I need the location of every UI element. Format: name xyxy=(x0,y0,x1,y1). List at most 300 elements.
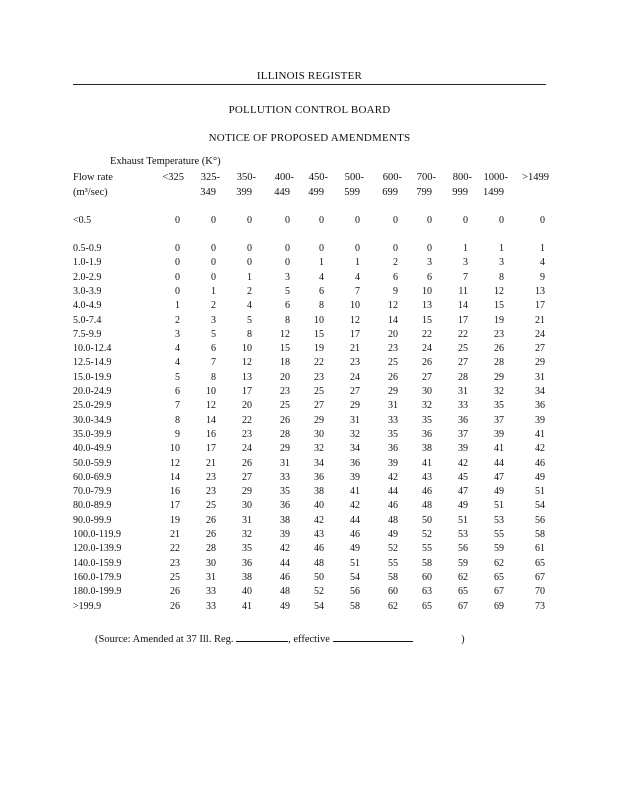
table-cell: 26 xyxy=(388,371,398,383)
column-header-top: 500- xyxy=(344,172,364,183)
table-cell: 56 xyxy=(458,543,468,555)
table-row-label: 160.0-179.9 xyxy=(73,571,122,583)
table-cell: 0 xyxy=(211,215,216,226)
table-cell: 0 xyxy=(175,243,180,254)
table-row-label: 2.0-2.9 xyxy=(73,271,102,283)
table-cell: 31 xyxy=(242,514,252,526)
table-cell: 21 xyxy=(535,314,545,326)
column-header-bottom: 499 xyxy=(308,187,324,198)
column-header-bottom: 1499 xyxy=(483,187,504,198)
table-cell: 23 xyxy=(206,471,216,483)
table-cell: 10 xyxy=(242,343,252,355)
table-cell: 0 xyxy=(499,215,504,226)
table-cell: 19 xyxy=(314,343,324,355)
table-cell: 48 xyxy=(280,586,290,598)
table-cell: 35 xyxy=(242,543,252,555)
table-cell: 58 xyxy=(422,557,432,569)
table-cell: 43 xyxy=(314,529,324,540)
table-cell: 6 xyxy=(319,285,324,297)
table-cell: 3 xyxy=(175,328,180,340)
table-cell: 17 xyxy=(242,386,252,397)
table-cell: 46 xyxy=(388,500,398,512)
table-cell: 8 xyxy=(285,314,290,326)
table-cell: 56 xyxy=(535,514,545,526)
table-cell: 31 xyxy=(388,400,398,412)
table-cell: 49 xyxy=(280,600,290,612)
board-title: POLLUTION CONTROL BOARD xyxy=(228,104,391,116)
table-cell: 51 xyxy=(458,514,468,526)
table-cell: 62 xyxy=(494,557,504,569)
table-cell: 10 xyxy=(170,443,180,455)
table-cell: 4 xyxy=(540,257,545,269)
table-cell: 13 xyxy=(242,371,252,383)
table-cell: 36 xyxy=(388,443,398,455)
table-cell: 5 xyxy=(211,328,216,340)
table-cell: 4 xyxy=(319,271,324,283)
table-cell: 40 xyxy=(242,586,252,598)
table-cell: 0 xyxy=(175,257,180,269)
table-cell: 5 xyxy=(175,371,180,383)
table-cell: 0 xyxy=(393,243,398,254)
table-cell: 33 xyxy=(206,586,216,598)
table-cell: 58 xyxy=(535,529,545,540)
table-cell: 52 xyxy=(388,543,398,555)
table-cell: 39 xyxy=(458,443,468,455)
table-cell: 52 xyxy=(314,586,324,598)
column-header-bottom: 799 xyxy=(416,187,432,198)
table-cell: 10 xyxy=(422,285,432,297)
table-cell: 31 xyxy=(535,371,545,383)
table-cell: 1 xyxy=(175,300,180,312)
table-cell: 35 xyxy=(388,428,398,440)
notice-title: NOTICE OF PROPOSED AMENDMENTS xyxy=(208,132,411,144)
table-cell: 65 xyxy=(458,586,468,598)
table-cell: 12 xyxy=(388,300,398,312)
table-cell: 0 xyxy=(247,215,252,226)
table-cell: 62 xyxy=(458,571,468,583)
table-cell: 26 xyxy=(494,343,504,355)
column-header-top: 350- xyxy=(236,172,256,183)
table-cell: 0 xyxy=(355,243,360,254)
table-cell: 21 xyxy=(350,343,360,355)
table-cell: 2 xyxy=(175,314,180,326)
table-cell: 39 xyxy=(280,529,290,540)
table-cell: 42 xyxy=(314,514,324,526)
table-cell: 15 xyxy=(422,314,432,326)
table-cell: 44 xyxy=(280,557,290,569)
table-cell: 41 xyxy=(350,486,360,498)
table-cell: 0 xyxy=(285,243,290,254)
table-cell: 18 xyxy=(280,357,290,369)
table-cell: 15 xyxy=(314,328,324,340)
table-cell: 49 xyxy=(350,543,360,555)
table-cell: 4 xyxy=(355,271,360,283)
table-cell: 58 xyxy=(388,571,398,583)
table-cell: 62 xyxy=(388,600,398,612)
table-cell: 37 xyxy=(494,414,504,426)
table-cell: 15 xyxy=(494,300,504,312)
table-cell: 36 xyxy=(280,500,290,512)
table-cell: 28 xyxy=(206,543,216,555)
column-header-bottom: 399 xyxy=(236,187,252,198)
table-cell: 25 xyxy=(388,357,398,369)
table-cell: 6 xyxy=(427,271,432,283)
table-cell: 24 xyxy=(422,343,432,355)
table-cell: 13 xyxy=(422,300,432,312)
table-cell: 44 xyxy=(494,457,504,469)
table-cell: 32 xyxy=(314,443,324,455)
table-cell: 27 xyxy=(314,400,324,412)
table-cell: 6 xyxy=(211,343,216,355)
table-cell: 23 xyxy=(388,343,398,355)
table-cell: 45 xyxy=(458,471,468,483)
flow-units-label: (m³/sec) xyxy=(73,187,108,198)
table-caption: Exhaust Temperature (K°) xyxy=(110,156,221,167)
table-cell: 22 xyxy=(422,328,432,340)
table-cell: 20 xyxy=(280,371,290,383)
table-cell: 21 xyxy=(206,457,216,469)
table-cell: 67 xyxy=(494,586,504,598)
table-cell: 0 xyxy=(175,271,180,283)
table-cell: 24 xyxy=(350,371,360,383)
table-cell: 4 xyxy=(175,343,180,355)
table-cell: 42 xyxy=(458,457,468,469)
table-cell: 73 xyxy=(535,600,545,612)
table-cell: 23 xyxy=(314,371,324,383)
table-cell: 42 xyxy=(535,443,545,455)
table-cell: 30 xyxy=(242,500,252,512)
column-header-top: >1499 xyxy=(522,172,549,183)
table-cell: 25 xyxy=(280,400,290,412)
table-cell: 46 xyxy=(314,543,324,555)
table-cell: 12 xyxy=(206,400,216,412)
table-cell: 48 xyxy=(314,557,324,569)
table-cell: 42 xyxy=(350,500,360,512)
table-cell: 44 xyxy=(350,514,360,526)
table-cell: 12 xyxy=(280,328,290,340)
table-cell: 26 xyxy=(170,600,180,612)
table-cell: 26 xyxy=(206,514,216,526)
table-row-label: 25.0-29.9 xyxy=(73,400,112,412)
table-cell: 70 xyxy=(535,586,545,598)
table-cell: 14 xyxy=(170,471,180,483)
table-cell: 10 xyxy=(314,314,324,326)
table-cell: 27 xyxy=(422,371,432,383)
table-cell: 5 xyxy=(247,314,252,326)
table-cell: 0 xyxy=(285,257,290,269)
table-cell: 63 xyxy=(422,586,432,598)
table-cell: 29 xyxy=(280,443,290,455)
table-cell: 55 xyxy=(388,557,398,569)
table-cell: 27 xyxy=(242,471,252,483)
table-row-label: 70.0-79.9 xyxy=(73,486,112,498)
table-cell: 27 xyxy=(350,386,360,397)
table-cell: 65 xyxy=(535,557,545,569)
table-cell: 17 xyxy=(535,300,545,312)
table-cell: 0 xyxy=(211,271,216,283)
table-cell: 39 xyxy=(494,428,504,440)
table-cell: 28 xyxy=(458,371,468,383)
table-cell: 36 xyxy=(422,428,432,440)
table-cell: 26 xyxy=(280,414,290,426)
table-cell: 0 xyxy=(247,257,252,269)
table-cell: 60 xyxy=(422,571,432,583)
table-cell: 39 xyxy=(535,414,545,426)
table-row-label: 140.0-159.9 xyxy=(73,557,122,569)
column-header-top: <325 xyxy=(162,172,184,183)
table-cell: 24 xyxy=(242,443,252,455)
table-cell: 33 xyxy=(458,400,468,412)
table-cell: 0 xyxy=(540,215,545,226)
table-row-label: 5.0-7.4 xyxy=(73,314,102,326)
table-cell: 15 xyxy=(280,343,290,355)
table-cell: 6 xyxy=(285,300,290,312)
table-row-label: 50.0-59.9 xyxy=(73,457,112,469)
table-cell: 36 xyxy=(314,471,324,483)
table-row-label: 80.0-89.9 xyxy=(73,500,112,512)
table-cell: 41 xyxy=(494,443,504,455)
flow-rate-label: Flow rate xyxy=(73,172,113,183)
table-cell: 26 xyxy=(422,357,432,369)
table-cell: 29 xyxy=(242,486,252,498)
table-cell: 39 xyxy=(388,457,398,469)
table-cell: 12 xyxy=(494,285,504,297)
table-cell: 26 xyxy=(206,529,216,540)
table-cell: 69 xyxy=(494,600,504,612)
table-cell: 25 xyxy=(206,500,216,512)
table-cell: 38 xyxy=(422,443,432,455)
table-cell: 4 xyxy=(247,300,252,312)
table-cell: 14 xyxy=(388,314,398,326)
table-cell: 9 xyxy=(175,428,180,440)
table-cell: 11 xyxy=(458,285,468,297)
table-cell: 19 xyxy=(170,514,180,526)
table-cell: 50 xyxy=(422,514,432,526)
table-cell: 53 xyxy=(494,514,504,526)
table-cell: 0 xyxy=(355,215,360,226)
table-cell: 33 xyxy=(388,414,398,426)
table-cell: 23 xyxy=(170,557,180,569)
table-cell: 31 xyxy=(206,571,216,583)
table-cell: 1 xyxy=(463,243,468,254)
table-cell: 1 xyxy=(499,243,504,254)
source-prefix: (Source: Amended at 37 Ill. Reg. xyxy=(95,634,234,645)
table-cell: 33 xyxy=(280,471,290,483)
table-cell: 0 xyxy=(427,243,432,254)
table-cell: 22 xyxy=(170,543,180,555)
table-cell: 67 xyxy=(458,600,468,612)
table-cell: 51 xyxy=(494,500,504,512)
table-cell: 0 xyxy=(247,243,252,254)
table-cell: 59 xyxy=(458,557,468,569)
table-cell: 3 xyxy=(285,271,290,283)
source-middle: , effective xyxy=(288,634,330,645)
table-cell: 8 xyxy=(499,271,504,283)
table-cell: 54 xyxy=(535,500,545,512)
table-cell: 2 xyxy=(247,285,252,297)
table-row-label: <0.5 xyxy=(73,215,92,226)
column-header-top: 400- xyxy=(274,172,294,183)
table-cell: 0 xyxy=(319,215,324,226)
table-cell: 22 xyxy=(242,414,252,426)
table-cell: 41 xyxy=(535,428,545,440)
register-title: ILLINOIS REGISTER xyxy=(256,70,363,82)
table-cell: 31 xyxy=(458,386,468,397)
table-cell: 31 xyxy=(280,457,290,469)
table-cell: 46 xyxy=(535,457,545,469)
table-cell: 25 xyxy=(458,343,468,355)
table-cell: 46 xyxy=(350,529,360,540)
table-cell: 38 xyxy=(242,571,252,583)
table-cell: 6 xyxy=(393,271,398,283)
table-cell: 49 xyxy=(535,471,545,483)
table-cell: 0 xyxy=(175,285,180,297)
table-cell: 17 xyxy=(206,443,216,455)
column-header-bottom: 449 xyxy=(274,187,290,198)
table-cell: 29 xyxy=(350,400,360,412)
table-cell: 24 xyxy=(535,328,545,340)
table-row-label: 7.5-9.9 xyxy=(73,328,102,340)
table-cell: 3 xyxy=(427,257,432,269)
table-cell: 46 xyxy=(422,486,432,498)
table-cell: 23 xyxy=(206,486,216,498)
table-cell: 60 xyxy=(388,586,398,598)
column-header-top: 325- xyxy=(200,172,220,183)
table-cell: 22 xyxy=(314,357,324,369)
table-cell: 20 xyxy=(242,400,252,412)
table-cell: 40 xyxy=(314,500,324,512)
reg-blank xyxy=(236,632,288,642)
table-cell: 3 xyxy=(463,257,468,269)
table-cell: 32 xyxy=(422,400,432,412)
table-cell: 7 xyxy=(355,285,360,297)
table-cell: 54 xyxy=(314,600,324,612)
table-cell: 30 xyxy=(422,386,432,397)
table-cell: 27 xyxy=(535,343,545,355)
column-header-bottom: 999 xyxy=(452,187,468,198)
table-cell: 38 xyxy=(314,486,324,498)
table-cell: 12 xyxy=(350,314,360,326)
table-cell: 8 xyxy=(319,300,324,312)
table-cell: 30 xyxy=(206,557,216,569)
table-cell: 44 xyxy=(388,486,398,498)
column-header-top: 700- xyxy=(416,172,436,183)
table-cell: 8 xyxy=(211,371,216,383)
table-cell: 41 xyxy=(422,457,432,469)
table-cell: 0 xyxy=(285,215,290,226)
table-row-label: 4.0-4.9 xyxy=(73,300,102,312)
table-cell: 10 xyxy=(206,386,216,397)
table-cell: 36 xyxy=(350,457,360,469)
table-cell: 54 xyxy=(350,571,360,583)
table-cell: 21 xyxy=(170,529,180,540)
table-cell: 7 xyxy=(175,400,180,412)
table-cell: 2 xyxy=(393,257,398,269)
table-cell: 1 xyxy=(319,257,324,269)
table-cell: 29 xyxy=(494,371,504,383)
table-cell: 25 xyxy=(170,571,180,583)
table-cell: 23 xyxy=(350,357,360,369)
table-cell: 1 xyxy=(247,271,252,283)
table-cell: 23 xyxy=(242,428,252,440)
table-cell: 36 xyxy=(535,400,545,412)
table-cell: 35 xyxy=(422,414,432,426)
table-cell: 49 xyxy=(388,529,398,540)
table-cell: 17 xyxy=(350,328,360,340)
table-cell: 61 xyxy=(535,543,545,555)
table-cell: 33 xyxy=(206,600,216,612)
table-row-label: 1.0-1.9 xyxy=(73,257,102,269)
table-cell: 42 xyxy=(280,543,290,555)
table-cell: 49 xyxy=(458,500,468,512)
table-row-label: 0.5-0.9 xyxy=(73,243,102,254)
table-cell: 59 xyxy=(494,543,504,555)
table-cell: 67 xyxy=(535,571,545,583)
table-cell: 1 xyxy=(211,285,216,297)
table-cell: 16 xyxy=(170,486,180,498)
table-row-label: 12.5-14.9 xyxy=(73,357,112,369)
table-cell: 0 xyxy=(319,243,324,254)
table-cell: 8 xyxy=(175,414,180,426)
table-cell: 0 xyxy=(393,215,398,226)
table-cell: 25 xyxy=(314,386,324,397)
column-header-bottom: 599 xyxy=(344,187,360,198)
table-cell: 41 xyxy=(242,600,252,612)
table-cell: 1 xyxy=(540,243,545,254)
table-cell: 23 xyxy=(494,328,504,340)
table-cell: 58 xyxy=(350,600,360,612)
table-row-label: 100.0-119.9 xyxy=(73,529,121,540)
column-header-bottom: 349 xyxy=(200,187,216,198)
table-cell: 31 xyxy=(350,414,360,426)
table-cell: 0 xyxy=(175,215,180,226)
column-header-top: 800- xyxy=(452,172,472,183)
table-cell: 10 xyxy=(350,300,360,312)
source-suffix: ) xyxy=(461,634,465,645)
table-cell: 51 xyxy=(350,557,360,569)
table-cell: 14 xyxy=(206,414,216,426)
table-cell: 46 xyxy=(280,571,290,583)
table-cell: 38 xyxy=(280,514,290,526)
table-cell: 52 xyxy=(422,529,432,540)
table-cell: 34 xyxy=(350,443,360,455)
table-cell: 8 xyxy=(247,328,252,340)
table-row-label: 35.0-39.9 xyxy=(73,428,112,440)
table-cell: 4 xyxy=(175,357,180,369)
table-cell: 17 xyxy=(458,314,468,326)
table-cell: 16 xyxy=(206,428,216,440)
table-row-label: 20.0-24.9 xyxy=(73,386,112,397)
table-cell: 0 xyxy=(211,257,216,269)
table-cell: 14 xyxy=(458,300,468,312)
table-cell: 65 xyxy=(494,571,504,583)
table-cell: 22 xyxy=(458,328,468,340)
table-row-label: 60.0-69.9 xyxy=(73,471,112,483)
table-cell: 9 xyxy=(393,285,398,297)
effective-blank xyxy=(333,632,413,642)
column-header-bottom: 699 xyxy=(382,187,398,198)
table-cell: 55 xyxy=(422,543,432,555)
table-cell: 49 xyxy=(494,486,504,498)
table-cell: 50 xyxy=(314,571,324,583)
table-cell: 32 xyxy=(242,529,252,540)
column-header-top: 1000- xyxy=(483,172,508,183)
table-cell: 30 xyxy=(314,428,324,440)
table-cell: 34 xyxy=(535,386,545,397)
table-cell: 29 xyxy=(388,386,398,397)
table-cell: 47 xyxy=(494,471,504,483)
table-cell: 28 xyxy=(494,357,504,369)
